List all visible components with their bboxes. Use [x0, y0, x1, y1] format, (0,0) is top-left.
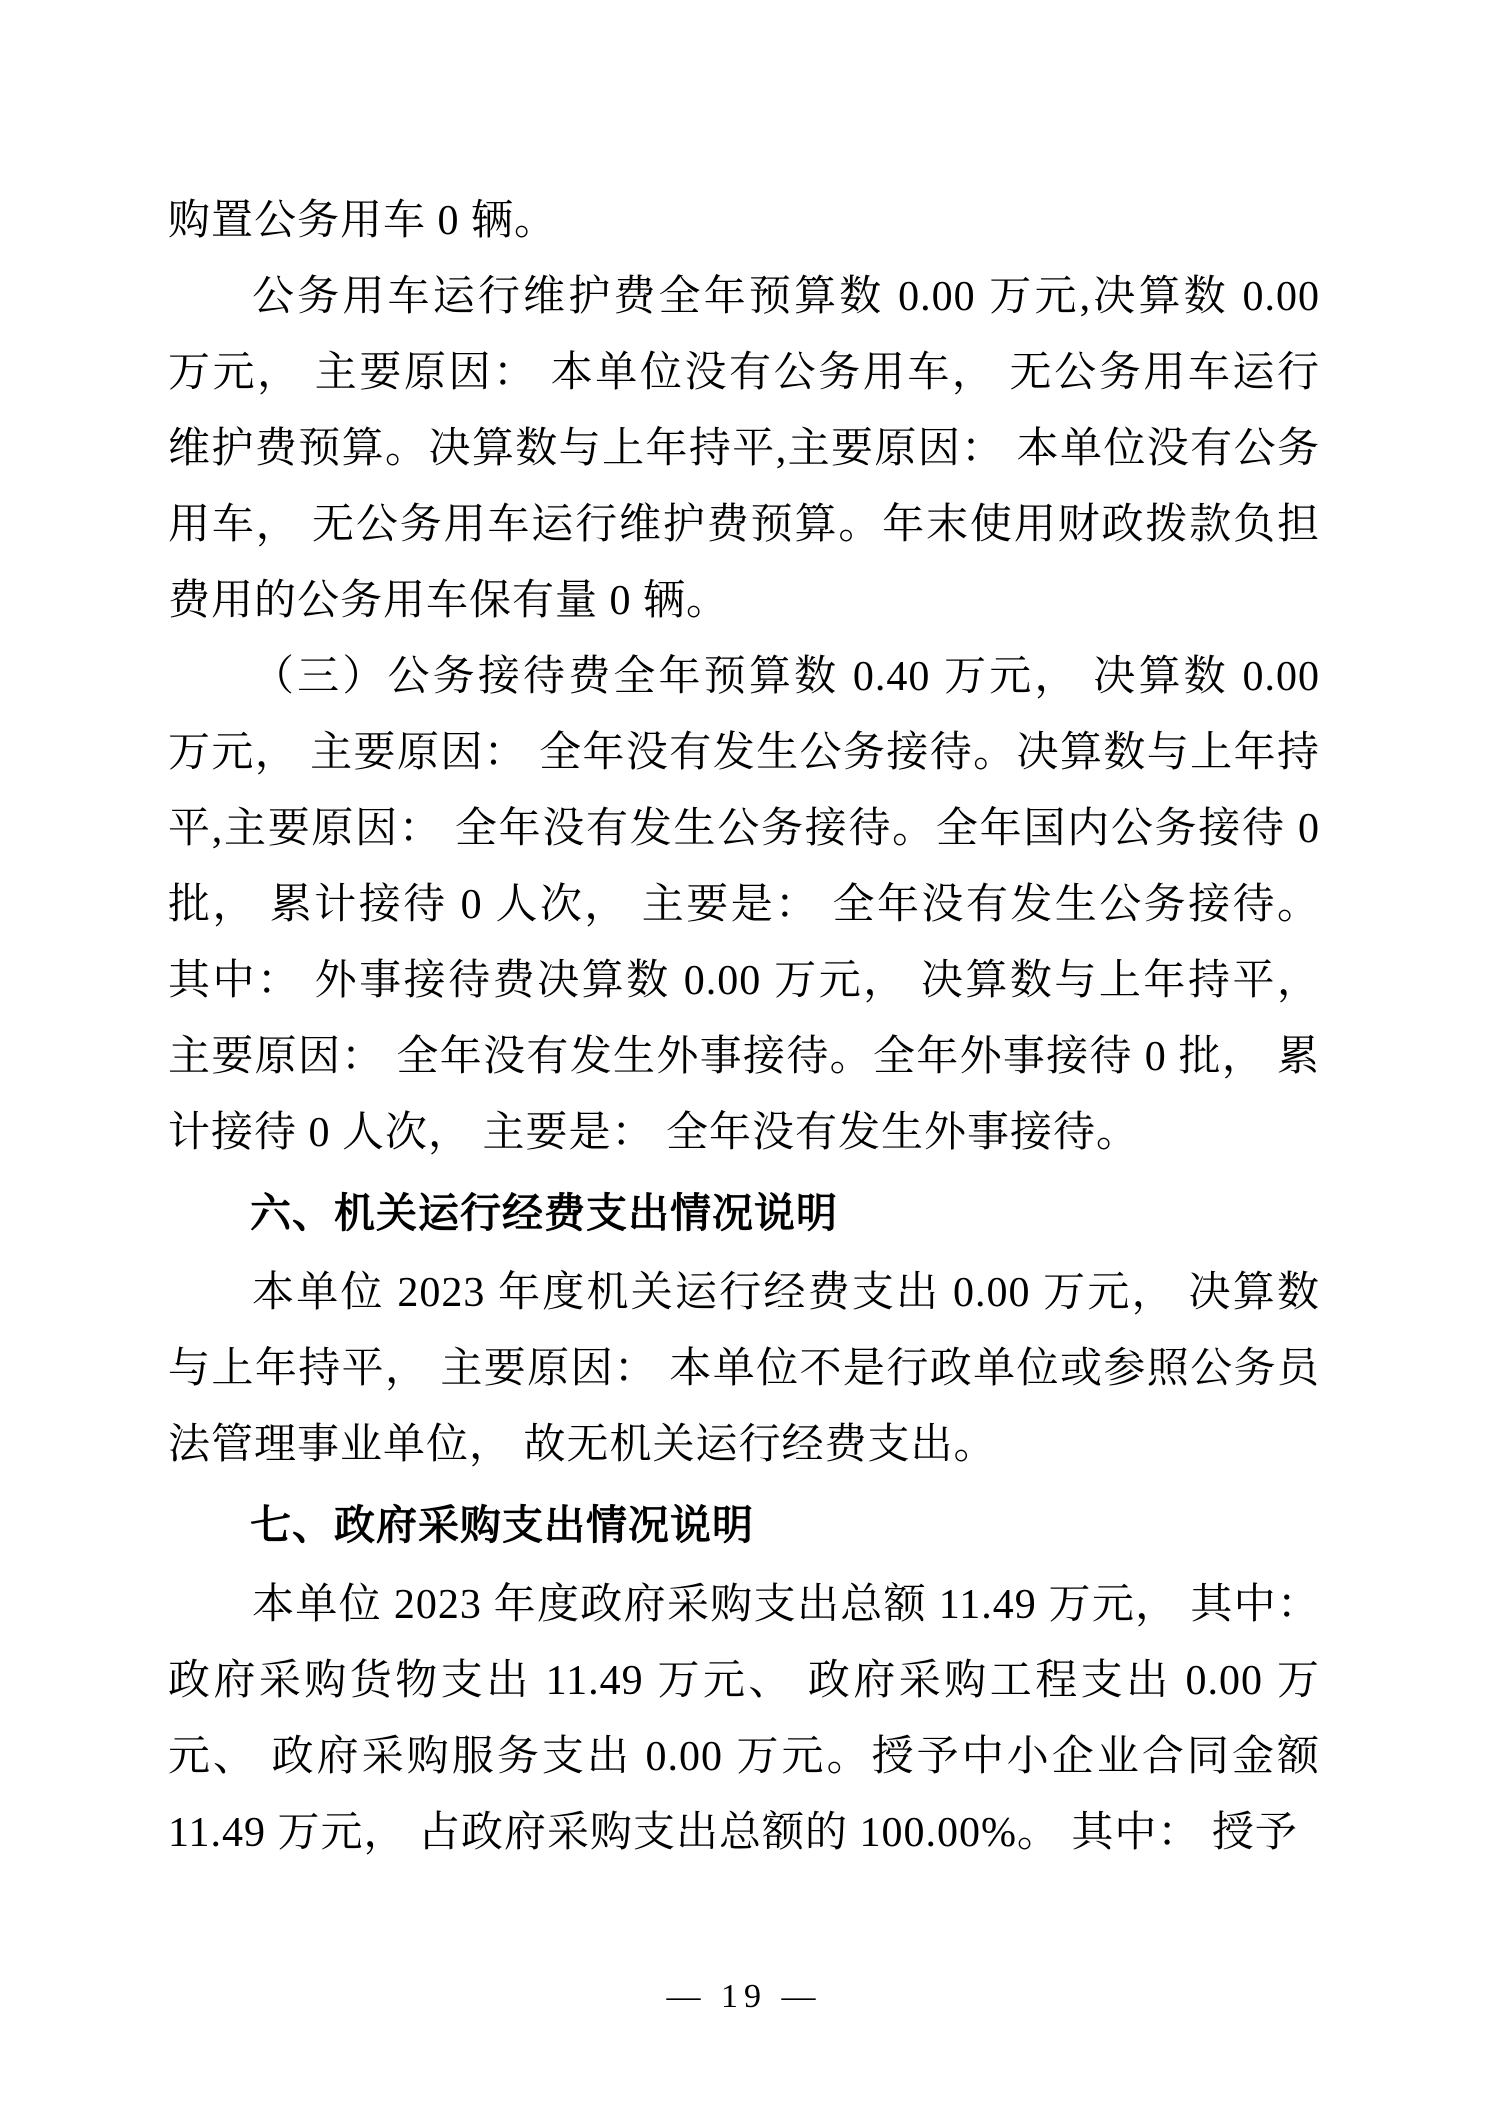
page-footer [0, 1978, 1488, 2104]
heading-section-6-agency-operating-expenses: 六、机关运行经费支出情况说明 [250, 1190, 838, 1236]
paragraph-official-reception-costs: （三）公务接待费全年预算数 0.40 万元， 决算数 0.00 万元， 主要原因： 全年没有发生公务接待。决算数与上年持平,主要原因： 全年没有发生公务接待。全年国内公务接待 0 批， 累计接待 0 人次， 主要是： 全年没有发生公务接待。其中： 外事接待费决算数 0.00 万元， 决算数与上年持平， 主要原因： 全年没有发生外事接待。全年外事接待 0 批， 累计接待 0 人次， 主要是： 全年没有发生外事接待。 [168, 654, 1320, 1156]
heading-section-7-government-procurement: 七、政府采购支出情况说明 [250, 1502, 754, 1548]
paragraph-agency-operating-expenses: 本单位 2023 年度机关运行经费支出 0.00 万元， 决算数与上年持平， 主要原因： 本单位不是行政单位或参照公务员法管理事业单位， 故无机关运行经费支出。 [168, 1270, 1320, 1468]
paragraph-vehicle-operating-costs: 公务用车运行维护费全年预算数 0.00 万元,决算数 0.00 万元， 主要原因： 本单位没有公务用车， 无公务用车运行维护费预算。决算数与上年持平,主要原因： 本单位没有公务用车， 无公务用车运行维护费预算。年末使用财政拨款负担费用的公务用车保有量 0 辆。 [168, 274, 1320, 624]
paragraph-vehicle-purchase-continuation: 购置公务用车 0 辆。 [168, 198, 558, 244]
document-body [168, 183, 1320, 1871]
paragraph-government-procurement: 本单位 2023 年度政府采购支出总额 11.49 万元， 其中：政府采购货物支出 11.49 万元、 政府采购工程支出 0.00 万元、 政府采购服务支出 0.00 万元。授予中小企业合同金额 11.49 万元， 占政府采购支出总额的 100.00%。 其中： 授予 [168, 1582, 1320, 1856]
page-number: — 19 — [666, 1978, 822, 2015]
